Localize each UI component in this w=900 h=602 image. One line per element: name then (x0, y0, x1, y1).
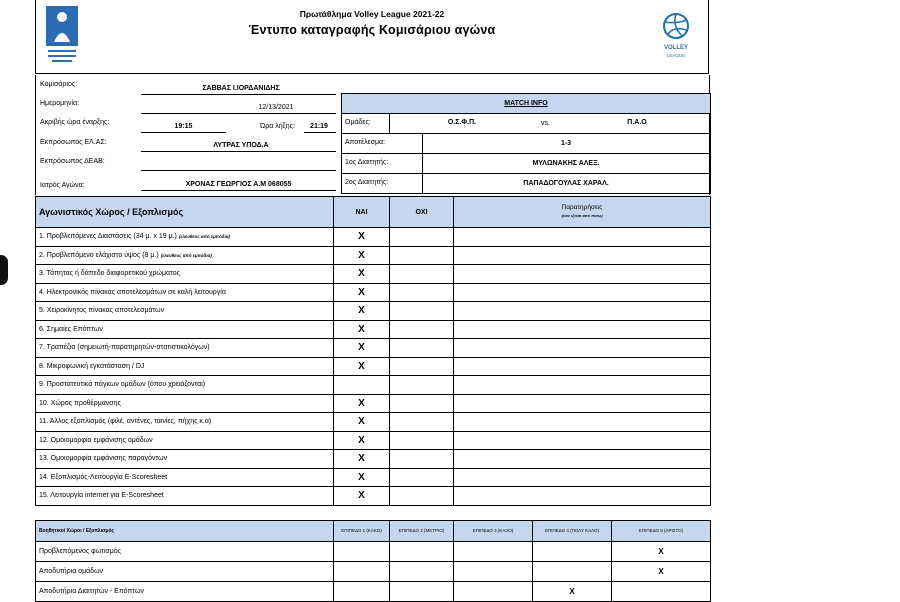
equipment-item-text: 5. Χειροκίνητος πίνακας αποτελεσμάτων (39, 307, 165, 315)
date-value[interactable]: 12/13/2021 (258, 104, 294, 111)
level-mark-cell[interactable] (334, 562, 390, 582)
yes-checkbox[interactable]: X (334, 302, 390, 321)
equipment-item-text: 4. Ηλεκτρονικός πίνακας αποτελεσμάτων σε καλή λειτουργία (39, 288, 226, 296)
col-yes: ΝΑΙ (334, 197, 390, 228)
notes-cell[interactable] (454, 487, 711, 506)
table-row (36, 228, 711, 247)
aux-item-label: Αποδυτήρια Διαιτητών - Επόπτων (36, 582, 334, 602)
referee2-label: 2ος Διαιτητής: (345, 179, 389, 186)
no-checkbox[interactable] (390, 394, 454, 413)
no-checkbox[interactable] (390, 339, 454, 358)
equipment-item-text: 3. Τάπητας ή δάπεδο διαφορετικού χρώματος (39, 270, 180, 278)
level-header: ΕΠΙΠΕΔΟ 2 (ΜΕΤΡΙΟ) (390, 521, 454, 542)
table-row (36, 413, 711, 432)
referee2-row (342, 173, 710, 193)
notes-cell[interactable] (454, 339, 711, 358)
vs-label: vs. (541, 120, 550, 127)
yes-checkbox[interactable]: X (334, 339, 390, 358)
volleyball-icon (662, 12, 690, 40)
table-row (36, 320, 711, 339)
date-label: Ημερομηνία: (40, 100, 80, 107)
table-row (36, 542, 711, 562)
equipment-item-label (36, 431, 334, 450)
equipment-item-label (36, 376, 334, 395)
level-mark-cell[interactable]: X (612, 542, 711, 562)
away-team[interactable]: Π.Α.Ο (627, 119, 647, 126)
equipment-item-label (36, 228, 334, 247)
level-mark-cell[interactable]: X (612, 562, 711, 582)
equipment-item-text: 6. Σημαίες Επόπτων (39, 325, 103, 333)
yes-checkbox[interactable]: X (334, 394, 390, 413)
yes-checkbox[interactable]: X (334, 283, 390, 302)
level-mark-cell[interactable] (612, 582, 711, 602)
logo-text-league: LEAGUE (666, 53, 686, 58)
equipment-item-label (36, 320, 334, 339)
notes-cell[interactable] (454, 431, 711, 450)
equipment-item-text: 13. Ομοιομορφία εμφάνισης παραγόντων (39, 455, 168, 463)
equipment-item-note: (ελευθεος από εμπόδια) (160, 252, 212, 258)
col-notes (454, 197, 711, 228)
no-checkbox[interactable] (390, 431, 454, 450)
notes-cell[interactable] (454, 357, 711, 376)
no-checkbox[interactable] (390, 413, 454, 432)
no-checkbox[interactable] (390, 357, 454, 376)
table-row (36, 487, 711, 506)
volley-league-logo (658, 12, 694, 58)
yes-checkbox[interactable]: X (334, 265, 390, 284)
level-mark-cell[interactable] (334, 582, 390, 602)
no-checkbox[interactable] (390, 320, 454, 339)
equipment-item-text: 12. Ομοιομορφία εμφάνισης ομάδων (39, 436, 153, 444)
no-checkbox[interactable] (390, 376, 454, 395)
no-checkbox[interactable] (390, 468, 454, 487)
aux-item-label: Προβλεπόμενος φωτισμός (36, 542, 334, 562)
police-rep-label: Εκπρόσωπος ΕΛ.ΑΣ: (40, 139, 107, 146)
level-mark-cell[interactable]: X (533, 582, 612, 602)
table-row (36, 562, 711, 582)
equipment-item-label (36, 339, 334, 358)
level-mark-cell[interactable] (390, 542, 454, 562)
no-checkbox[interactable] (390, 302, 454, 321)
level-header: ΕΠΙΠΕΔΟ 1 (ΚΑΚΟ) (334, 521, 390, 542)
yes-checkbox[interactable]: X (334, 450, 390, 469)
aux-header: Βοηθητικοί Χώροι / Εξοπλισμός (36, 521, 334, 542)
championship-title: Πρωτάθλημα Volley League 2021-22 (299, 9, 445, 19)
notes-cell[interactable] (454, 450, 711, 469)
result-label: Αποτέλεσμα: (345, 139, 386, 146)
equipment-item-text: 10. Χώρος προθέρμανσης (39, 399, 121, 407)
form-header (35, 0, 709, 74)
equipment-item-label (36, 450, 334, 469)
aux-item-label: Αποδυτήρια ομάδων (36, 562, 334, 582)
equipment-item-text: 11. Άλλος εξοπλισμός (φιλέ, αντένες, ταινίες, πήχης κ.α) (39, 418, 212, 426)
notes-cell[interactable] (454, 320, 711, 339)
equipment-item-text: 7. Τραπέζια (σημειωτή-παρατηρητών-στατιστικολόγων) (39, 344, 210, 352)
yes-checkbox[interactable] (334, 376, 390, 395)
match-info-title: MATCH INFO (342, 94, 710, 114)
col-notes-label: Παρατηρήσεις (561, 204, 603, 211)
home-team[interactable]: Ο.Σ.Φ.Π. (447, 119, 477, 126)
equipment-item-text: 14. Εξοπλισμός-Λειτουργία E-Scoresheet (39, 473, 168, 481)
equipment-item-text: 15. Λειτουργία internet για E-Scoresheet (39, 492, 164, 500)
aux-header-row (36, 521, 711, 542)
level-mark-cell[interactable] (334, 542, 390, 562)
table-row (36, 339, 711, 358)
table-row (36, 394, 711, 413)
level-mark-cell[interactable] (533, 562, 612, 582)
yes-checkbox[interactable]: X (334, 487, 390, 506)
start-time-label: Ακριβής ώρα έναρξης: (40, 119, 110, 126)
table-row (36, 357, 711, 376)
table-row (36, 376, 711, 395)
result-value[interactable]: 1-3 (560, 140, 572, 147)
yes-checkbox[interactable]: X (334, 246, 390, 265)
yes-checkbox[interactable]: X (334, 320, 390, 339)
col-notes-sub: (εινε ίζεται από πίσω) (561, 213, 603, 218)
notes-cell[interactable] (454, 394, 711, 413)
end-time-label: Ώρα λήξης: (260, 123, 295, 130)
notes-cell[interactable] (454, 413, 711, 432)
no-checkbox[interactable] (390, 246, 454, 265)
yes-checkbox[interactable]: X (334, 413, 390, 432)
notes-cell[interactable] (454, 228, 711, 247)
no-checkbox[interactable] (390, 228, 454, 247)
referee1-label: 1ος Διαιτητής: (345, 159, 389, 166)
notes-cell[interactable] (454, 376, 711, 395)
equipment-item-label (36, 413, 334, 432)
equipment-item-text: 8. Μικροφωνική εγκατάσταση / DJ (39, 362, 145, 370)
referee2-value[interactable]: ΠΑΠΑΔΟΓΟΥΛΑΣ ΧΑΡΑΛ. (523, 180, 609, 187)
table-row (36, 246, 711, 265)
start-time-value[interactable]: 19:15 (174, 123, 193, 130)
equipment-table (35, 196, 711, 506)
equipment-item-label (36, 246, 334, 265)
no-checkbox[interactable] (390, 487, 454, 506)
equipment-item-label (36, 394, 334, 413)
commissioner-form (35, 0, 710, 600)
equipment-item-label (36, 265, 334, 284)
level-mark-cell[interactable] (454, 582, 533, 602)
table-row (36, 582, 711, 602)
equipment-item-text: 1. Προβλεπόμενες Διαστάσεις (34 μ. x 19 μ.) (39, 233, 177, 241)
teams-label: Ομάδες: (345, 119, 371, 126)
table-row (36, 302, 711, 321)
doctor-label: Ιατρός Αγώνα: (40, 182, 85, 189)
table-row (36, 265, 711, 284)
level-header: ΕΠΙΠΕΔΟ 5 (ΑΡΙΣΤΟ) (612, 521, 711, 542)
equipment-header-row (36, 197, 711, 228)
equipment-item-text: 9. Προστατευτικά πάγκων ομάδων (όπου χρειάζονται) (39, 381, 206, 389)
equipment-item-label (36, 487, 334, 506)
deav-rep-label: Εκπρόσωπος ΔΕΑΒ: (40, 158, 105, 165)
match-info-box (341, 93, 711, 194)
no-checkbox[interactable] (390, 450, 454, 469)
notes-cell[interactable] (454, 302, 711, 321)
level-mark-cell[interactable] (454, 542, 533, 562)
yes-checkbox[interactable]: X (334, 357, 390, 376)
level-mark-cell[interactable] (454, 562, 533, 582)
doctor-value[interactable]: ΧΡΟΝΑΣ ΓΕΩΡΓΙΟΣ Α.Μ 068055 (185, 181, 292, 188)
col-no: ΟΧΙ (390, 197, 454, 228)
level-header: ΕΠΙΠΕΔΟ 3 (ΚΑΛΟ) (454, 521, 533, 542)
no-checkbox[interactable] (390, 283, 454, 302)
logo-text-volley: VOLLEY (663, 45, 688, 51)
match-details (35, 75, 710, 195)
equipment-item-label (36, 302, 334, 321)
commissioner-label: Κομισάριος: (40, 81, 78, 88)
level-mark-cell[interactable] (390, 562, 454, 582)
level-header: ΕΠΙΠΕΔΟ 4 (ΠΟΛΥ ΚΑΛΟ) (533, 521, 612, 542)
equipment-item-label (36, 468, 334, 487)
aux-table (35, 520, 711, 602)
equipment-item-note: (ελευθεος από εμπόδια) (178, 234, 231, 240)
table-row (36, 450, 711, 469)
end-time-value[interactable]: 21:19 (310, 123, 328, 130)
equipment-item-text: 2. Προβλεπόμενο ελάχιστο ύψος (8 μ.) (39, 251, 159, 259)
yes-checkbox[interactable]: X (334, 228, 390, 247)
notes-cell[interactable] (454, 246, 711, 265)
yes-checkbox[interactable]: X (334, 468, 390, 487)
notes-cell[interactable] (454, 468, 711, 487)
referee1-value[interactable]: ΜΥΛΩΝΑΚΗΣ ΑΛΕΞ. (532, 160, 600, 167)
equipment-header: Αγωνιστικός Χώρος / Εξοπλισμός (36, 197, 334, 228)
commissioner-value[interactable]: ΣΑΒΒΑΣ Ι.ΙΟΡΔΑΝΙΔΗΣ (202, 85, 280, 92)
level-mark-cell[interactable] (533, 542, 612, 562)
table-row (36, 431, 711, 450)
window-edge-handle (0, 255, 8, 285)
referee1-row (342, 153, 710, 174)
no-checkbox[interactable] (390, 265, 454, 284)
table-row (36, 468, 711, 487)
equipment-item-label (36, 357, 334, 376)
result-row (342, 133, 710, 154)
yes-checkbox[interactable]: X (334, 431, 390, 450)
table-row (36, 283, 711, 302)
equipment-item-label (36, 283, 334, 302)
police-rep-value[interactable]: ΛΥΤΡΑΣ ΥΠΟΔ.Α (213, 142, 269, 149)
teams-row (342, 113, 710, 134)
level-mark-cell[interactable] (390, 582, 454, 602)
notes-cell[interactable] (454, 283, 711, 302)
notes-cell[interactable] (454, 265, 711, 284)
form-title: Έντυπο καταγραφής Κομισάριου αγώνα (248, 23, 496, 37)
